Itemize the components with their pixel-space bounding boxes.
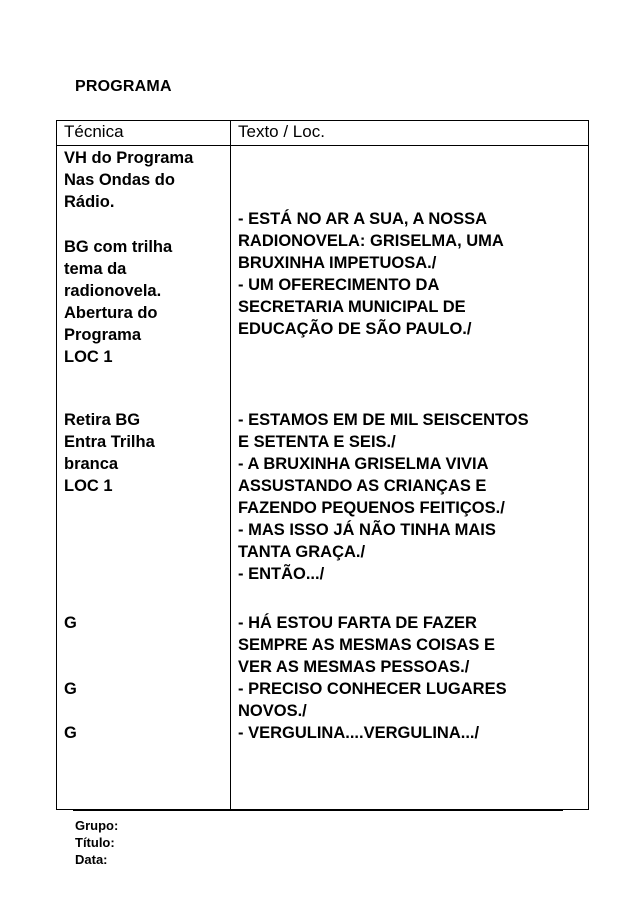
tecnica-line: Rádio. xyxy=(64,193,115,211)
texto-line: VER AS MESMAS PESSOAS./ xyxy=(238,658,470,676)
tecnica-line: Retira BG xyxy=(64,411,141,429)
texto-line: - PRECISO CONHECER LUGARES xyxy=(238,680,507,698)
tecnica-line: BG com trilha xyxy=(64,238,173,256)
script-table xyxy=(56,120,589,810)
texto-line: - MAS ISSO JÁ NÃO TINHA MAIS xyxy=(238,521,496,539)
texto-line: - ENTÃO.../ xyxy=(238,565,325,583)
header-tecnica: Técnica xyxy=(57,121,231,146)
texto-line: ASSUSTANDO AS CRIANÇAS E xyxy=(238,477,487,495)
page-title: PROGRAMA xyxy=(75,78,172,95)
tecnica-line: Nas Ondas do xyxy=(64,171,175,189)
tecnica-line: branca xyxy=(64,455,119,473)
tecnica-column xyxy=(57,146,231,810)
tecnica-line: VH do Programa xyxy=(64,149,194,167)
texto-line: FAZENDO PEQUENOS FEITIÇOS./ xyxy=(238,499,505,517)
texto-line: EDUCAÇÃO DE SÃO PAULO./ xyxy=(238,320,472,338)
tecnica-line: Programa xyxy=(64,326,142,344)
footer-data-label: Data: xyxy=(75,852,108,867)
texto-line: - VERGULINA....VERGULINA.../ xyxy=(238,724,480,742)
texto-line: - A BRUXINHA GRISELMA VIVIA xyxy=(238,455,489,473)
header-texto: Texto / Loc. xyxy=(231,121,589,146)
content-row xyxy=(57,146,589,810)
texto-line: TANTA GRAÇA./ xyxy=(238,543,366,561)
tecnica-line: tema da xyxy=(64,260,127,278)
texto-line: - UM OFERECIMENTO DA xyxy=(238,276,440,294)
footer-grupo-label: Grupo: xyxy=(75,818,119,833)
tecnica-line: Abertura do xyxy=(64,304,158,322)
tecnica-line: G xyxy=(64,724,77,742)
tecnica-line: G xyxy=(64,614,77,632)
texto-line: RADIONOVELA: GRISELMA, UMA xyxy=(238,232,504,250)
tecnica-line: Entra Trilha xyxy=(64,433,155,451)
texto-column xyxy=(231,146,589,810)
texto-line: NOVOS./ xyxy=(238,702,307,720)
footer-divider xyxy=(73,810,563,811)
tecnica-line: G xyxy=(64,680,77,698)
texto-line: - ESTAMOS EM DE MIL SEISCENTOS xyxy=(238,411,529,429)
texto-line: E SETENTA E SEIS./ xyxy=(238,433,396,451)
footer-titulo-label: Título: xyxy=(75,835,115,850)
texto-line: SEMPRE AS MESMAS COISAS E xyxy=(238,636,496,654)
tecnica-line: radionovela. xyxy=(64,282,162,300)
texto-line: - ESTÁ NO AR A SUA, A NOSSA xyxy=(238,210,488,228)
tecnica-line: LOC 1 xyxy=(64,477,113,495)
texto-line: SECRETARIA MUNICIPAL DE xyxy=(238,298,466,316)
texto-line: BRUXINHA IMPETUOSA./ xyxy=(238,254,437,272)
tecnica-line: LOC 1 xyxy=(64,348,113,366)
header-row xyxy=(57,121,589,146)
texto-line: - HÁ ESTOU FARTA DE FAZER xyxy=(238,614,477,632)
